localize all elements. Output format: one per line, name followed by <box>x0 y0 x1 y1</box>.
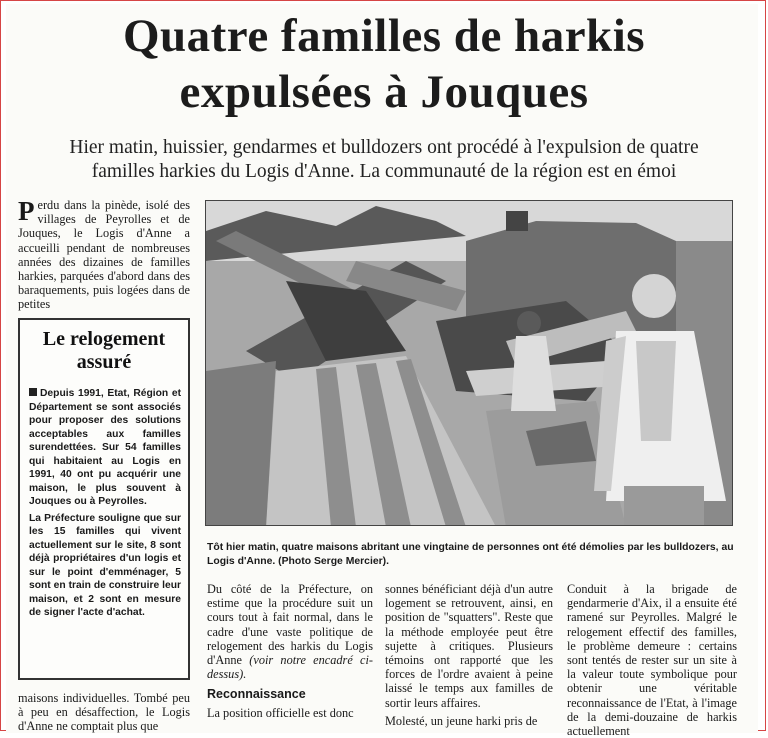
sidebar-body <box>29 387 181 623</box>
col3-paragraph: sonnes bénéficiant déjà d'un autre logement se retrouvent, ainsi, en position de "squatters". Reste que la méthode employée peut être sujette à critiques. Plusieurs témoins ont rapporté que les forces de l'ordre avaient à peine laissé le temps aux familles de sortir leurs affaires. <box>385 582 553 710</box>
column-2 <box>207 582 373 720</box>
headline-line-1: Quatre familles de harkis <box>122 10 646 62</box>
col2-italic-note: (voir notre encadré ci-dessus). <box>207 653 374 682</box>
sidebar-box <box>18 318 190 680</box>
bullet-square-icon <box>29 388 37 396</box>
dropcap: P <box>18 196 35 226</box>
lead-paragraph <box>18 198 190 312</box>
col2-paragraph-2: La position officielle est donc <box>207 705 354 720</box>
lead-text: erdu dans la pinède, isolé des villages de Peyrolles et de Jouques, le Logis d'Anne a accueilli pendant de nombreuses années des dizaines de familles harkies, parquées d'abord dans des baraquements, puis logées dans de petites <box>18 198 190 312</box>
col4-paragraph: Conduit à la brigade de gendarmerie d'Aix, il a ensuite été ramené sur Peyrolles. Malgré le relogement effectif des familles, le problème demeure : certains sont tentés de rester sur un site à la valeur toute symbolique pour obtenir une véritable reconnaissance de l'Etat, à l'image de la demi-douzaine de harkis actuellement <box>567 582 737 738</box>
col1-bottom-text: maisons individuelles. Tombé peu à peu en désaffection, le Logis d'Anne ne comptait plus que <box>18 691 190 734</box>
sidebar-para-1: Depuis 1991, Etat, Région et Département se sont associés pour proposer des solutions acceptables aux familles surendettées. Sur 54 familles qui habitaient au Logis en 1991, 40 ont pu acquérir une maison, le plus souvent à Jouques ou à Peyrolles. <box>29 388 181 507</box>
sidebar-title: Le relogement assuré <box>42 328 166 373</box>
reconnaissance-subhead: Reconnaissance <box>207 687 306 702</box>
headline-line-2: expulsées à Jouques <box>179 66 589 118</box>
column-4 <box>567 582 737 738</box>
demolition-photo <box>205 200 733 526</box>
subheadline-line-1: Hier matin, huissier, gendarmes et bulldozers ont procédé à l'expulsion de quatre <box>69 137 699 158</box>
col3-paragraph-2: Molesté, un jeune harki pris de <box>385 713 538 728</box>
col2-paragraph: Du côté de la Préfecture, on estime que la procédure suit un cours tout à fait normal, dans le cadre d'une vaste politique de relogement des harkis du Logis d'Anne <box>207 582 373 668</box>
column-3 <box>385 582 553 728</box>
subheadline-line-2: familles harkies du Logis d'Anne. La communauté de la région est en émoi <box>91 161 677 182</box>
sidebar-para-2: La Préfecture souligne que sur les 15 familles qui vivent actuellement sur le site, 8 sont déjà propriétaires d'un logis et sur le point d'emménager, 5 sont en train de construire leur maison, et 2 sont en mesure de signer l'acte d'achat. <box>29 512 181 618</box>
photo-illustration <box>206 201 733 526</box>
photo-caption: Tôt hier matin, quatre maisons abritant une vingtaine de personnes ont été démolies par les bulldozers, au Logis d'Anne. (Photo Serge Mercier). <box>207 542 734 567</box>
